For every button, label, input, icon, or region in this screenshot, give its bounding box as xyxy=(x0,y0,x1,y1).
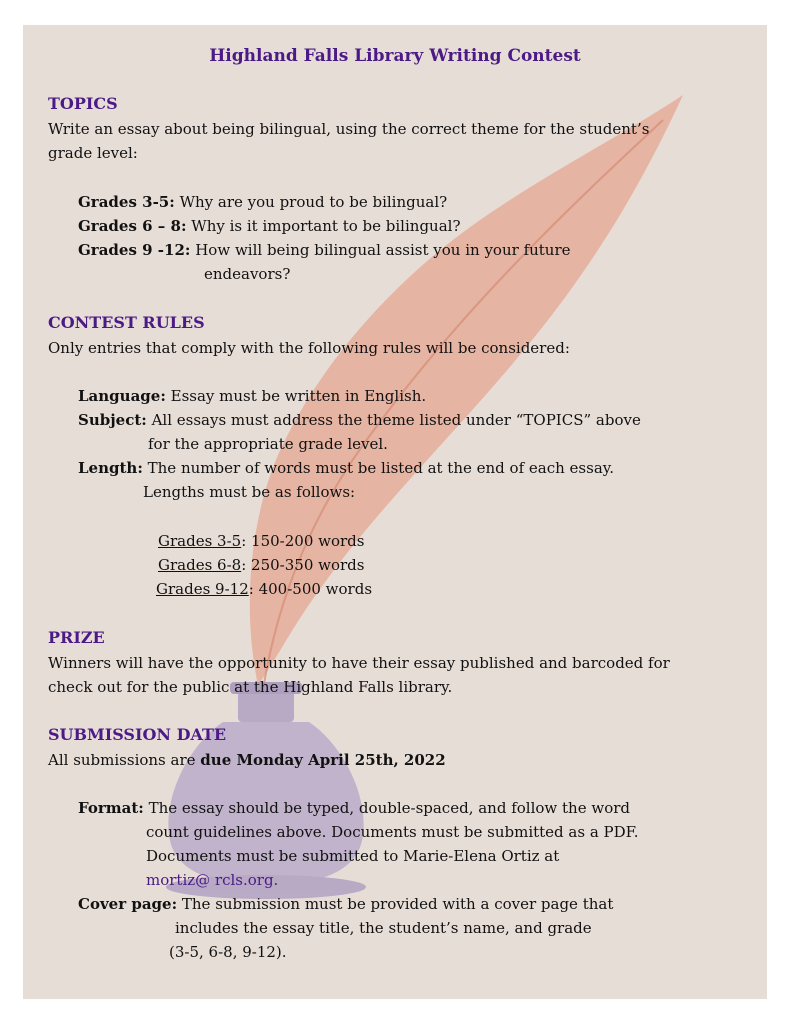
format-line-2: count guidelines above. Documents must be submitted as a PDF. xyxy=(146,823,639,841)
rules-heading: CONTEST RULES xyxy=(48,313,205,332)
topic-item xyxy=(78,216,460,236)
topic-text-continued: endeavors? xyxy=(204,265,291,283)
word-count-range: 400-500 words xyxy=(258,580,373,598)
word-count-row xyxy=(158,531,364,551)
format-label: Format: xyxy=(78,799,144,817)
word-count-range: 150-200 words xyxy=(251,532,365,550)
prize-line-2: check out for the public at the Highland Falls library. xyxy=(48,678,453,696)
topic-text: Why is it important to be bilingual? xyxy=(191,217,461,235)
topic-grade-label: Grades 3-5: xyxy=(78,193,175,211)
rule-text: Essay must be written in English. xyxy=(170,387,427,405)
due-date: due Monday April 25th, 2022 xyxy=(200,751,446,769)
topic-grade-label: Grades 9 -12: xyxy=(78,241,191,259)
rule-text: All essays must address the theme listed under “TOPICS” above xyxy=(151,411,641,429)
format-text: The essay should be typed, double-spaced, and follow the word xyxy=(148,799,630,817)
rule-length-continued: Lengths must be as follows: xyxy=(143,483,356,501)
rule-subject-continued: for the appropriate grade level. xyxy=(148,435,388,453)
topics-intro-line-2: grade level: xyxy=(48,144,138,162)
prize-heading: PRIZE xyxy=(48,628,105,647)
rule-label: Language: xyxy=(78,387,166,405)
cover-page-line-2: includes the essay title, the student’s name, and grade xyxy=(175,919,592,937)
page-title: Highland Falls Library Writing Contest xyxy=(209,46,581,66)
rule-language xyxy=(78,386,426,406)
rule-text: The number of words must be listed at the end of each essay. xyxy=(147,459,615,477)
word-count-grade: Grades 9-12 xyxy=(156,580,249,598)
rule-subject xyxy=(78,410,641,430)
cover-page-line-3: (3-5, 6-8, 9-12). xyxy=(169,943,287,961)
topic-text: How will being bilingual assist you in your future xyxy=(195,241,571,259)
word-count-range: 250-350 words xyxy=(251,556,365,574)
topic-text: Why are you proud to be bilingual? xyxy=(179,193,448,211)
flyer-page xyxy=(23,25,767,999)
word-count-separator: : xyxy=(241,556,252,574)
contact-email-link[interactable]: mortiz@ rcls.org. xyxy=(146,871,279,889)
word-count-row xyxy=(156,579,372,599)
topic-item xyxy=(78,240,571,260)
rules-intro: Only entries that comply with the following rules will be considered: xyxy=(48,339,570,357)
prize-line-1: Winners will have the opportunity to have their essay published and barcoded for xyxy=(48,654,670,672)
due-prefix: All submissions are xyxy=(48,751,201,769)
format-line-3: Documents must be submitted to Marie-Elena Ortiz at xyxy=(146,847,560,865)
due-date-line xyxy=(48,750,446,770)
cover-page-rule xyxy=(78,894,613,914)
cover-page-text: The submission must be provided with a cover page that xyxy=(181,895,614,913)
word-count-grade: Grades 6-8 xyxy=(158,556,242,574)
topic-item xyxy=(78,192,447,212)
rule-length xyxy=(78,458,614,478)
topic-grade-label: Grades 6 – 8: xyxy=(78,217,187,235)
cover-page-label: Cover page: xyxy=(78,895,178,913)
word-count-grade: Grades 3-5 xyxy=(158,532,242,550)
topics-intro-line-1: Write an essay about being bilingual, using the correct theme for the student’s xyxy=(48,120,650,138)
word-count-separator: : xyxy=(248,580,259,598)
topics-heading: TOPICS xyxy=(48,94,118,113)
rule-label: Subject: xyxy=(78,411,147,429)
word-count-row xyxy=(158,555,364,575)
submission-heading: SUBMISSION DATE xyxy=(48,725,227,744)
format-rule xyxy=(78,798,630,818)
rule-label: Length: xyxy=(78,459,143,477)
word-count-separator: : xyxy=(241,532,252,550)
